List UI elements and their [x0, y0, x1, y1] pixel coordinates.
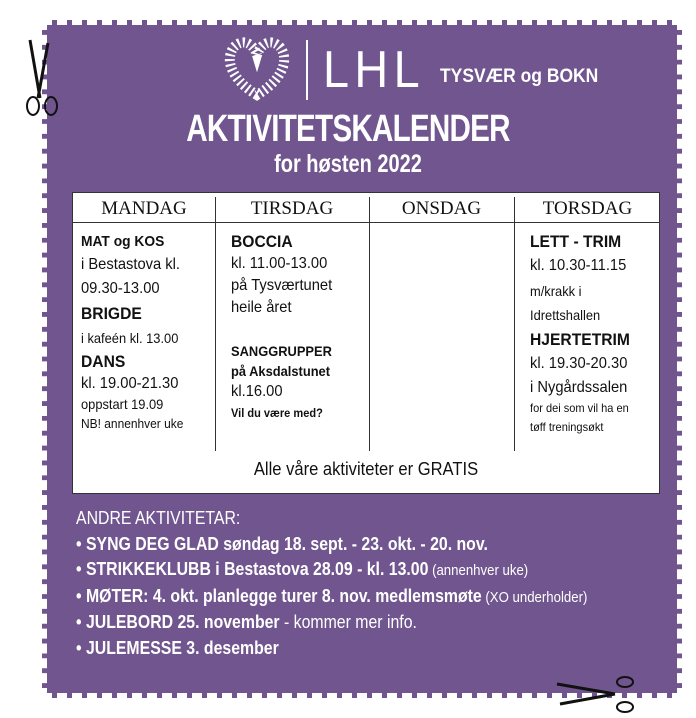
- activity-detail: kl. 11.00-13.00: [231, 255, 328, 272]
- activity-detail: Vil du være med?: [231, 406, 323, 420]
- activity-detail: kl. 19.30-20.30: [530, 355, 628, 372]
- other-activities-heading: ANDRE AKTIVITETAR:: [76, 508, 241, 528]
- day-header-torsdag: TORSDAG: [542, 198, 633, 219]
- activity-title: BOCCIA: [231, 232, 293, 251]
- activity-detail: 09.30-13.00: [81, 280, 160, 297]
- lhl-heart-logo-icon: [222, 35, 292, 105]
- other-activities: [76, 506, 587, 661]
- scissors-icon: [18, 38, 73, 118]
- activity-title: LETT - TRIM: [530, 232, 622, 251]
- list-item: [76, 532, 587, 558]
- activity-detail: for dei som vil ha en: [530, 401, 629, 415]
- activity-detail: på Aksdalstunet: [231, 363, 331, 379]
- mandag-cell: [81, 231, 183, 433]
- torsdag-cell: [530, 231, 630, 437]
- activity-title: DANS: [81, 352, 126, 371]
- activity-title: SANGGRUPPER: [231, 343, 332, 359]
- activity-detail: NB! annenhver uke: [81, 416, 184, 431]
- list-item: [76, 584, 587, 611]
- scissors-icon: [555, 672, 640, 718]
- page-title: AKTIVITETSKALENDER: [186, 108, 510, 150]
- item-main: • STRIKKEKLUBB i Bestastova 28.09 - kl. 13.00: [76, 559, 429, 579]
- item-main: • JULEMESSE 3. desember: [76, 637, 279, 658]
- list-item: [76, 636, 587, 662]
- activity-title: HJERTETRIM: [530, 330, 630, 349]
- activity-detail: oppstart 19.09: [81, 396, 164, 412]
- activity-detail: på Tysværtunet: [231, 277, 333, 294]
- activity-detail: i kafeén kl. 13.00: [81, 330, 179, 346]
- column-divider: [369, 197, 370, 451]
- activity-detail: kl. 10.30-11.15: [530, 257, 627, 274]
- activity-detail: i Nygårdssalen: [530, 379, 628, 396]
- column-divider: [514, 197, 515, 451]
- activity-detail: Idrettshallen: [530, 307, 601, 323]
- tirsdag-cell: [231, 231, 332, 423]
- activity-detail: m/krakk i: [530, 283, 582, 299]
- activity-detail: kl.16.00: [231, 383, 283, 400]
- activity-detail: kl. 19.00-21.30: [81, 375, 179, 392]
- day-header-tirsdag: TIRSDAG: [250, 198, 334, 219]
- calendar-table: [72, 192, 660, 494]
- activity-title: BRIGDE: [81, 304, 142, 323]
- activity-title: MAT og KOS: [81, 233, 165, 250]
- column-divider: [215, 197, 216, 451]
- free-note: Alle våre aktiviteter er GRATIS: [253, 459, 479, 479]
- region-name: TYSVÆR og BOKN: [440, 66, 599, 87]
- page-subtitle: for høsten 2022: [274, 150, 422, 178]
- logo-text: LHL: [323, 41, 426, 99]
- list-item: [76, 610, 587, 636]
- item-main: • SYNG DEG GLAD søndag 18. sept. - 23. okt. - 20. nov.: [76, 533, 488, 554]
- item-note: (XO underholder): [481, 588, 588, 606]
- logo-divider: [306, 40, 308, 100]
- activity-detail: i Bestastova kl.: [81, 256, 181, 273]
- activity-detail: tøff treningsøkt: [530, 420, 604, 434]
- list-item: [76, 557, 587, 584]
- item-rest: - kommer mer info.: [279, 612, 417, 632]
- day-header-onsdag: ONSDAG: [401, 198, 482, 219]
- day-header-mandag: MANDAG: [101, 198, 187, 219]
- item-main: • MØTER: 4. okt. planlegge turer 8. nov. medlemsmøte: [76, 585, 482, 606]
- item-main: • JULEBORD 25. november: [76, 612, 280, 632]
- activity-detail: heile året: [231, 299, 292, 316]
- item-note: (annenhver uke): [428, 562, 529, 579]
